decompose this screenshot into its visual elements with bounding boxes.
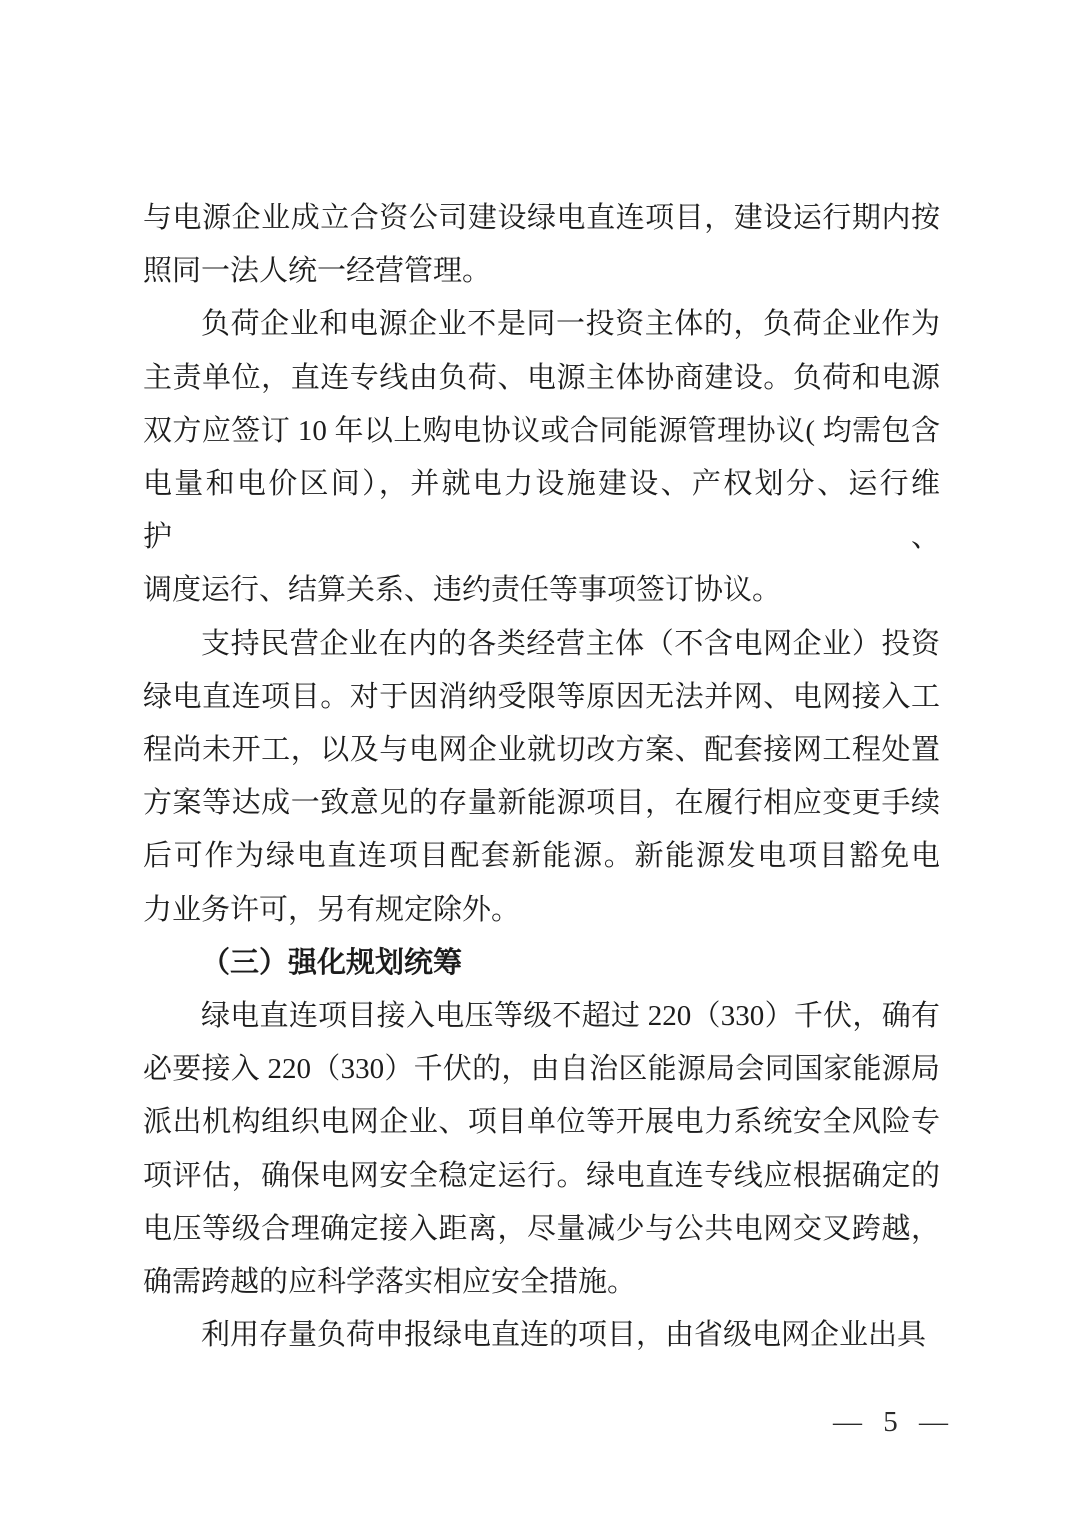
text-line: 绿电直连项目接入电压等级不超过 220（330）千伏，确有 — [201, 1000, 940, 1033]
page-number: — 5 — — [833, 1406, 948, 1438]
text-line: 电压等级合理确定接入距离，尽量减少与公共电网交叉跨越， — [143, 1212, 940, 1245]
text-line: 绿电直连项目。对于因消纳受限等原因无法并网、电网接入工 — [143, 680, 940, 713]
text-line: 确需跨越的应科学落实相应安全措施。 — [143, 1266, 637, 1299]
section-heading: （三）强化规划统筹 — [201, 946, 463, 979]
text-line: 派出机构组织电网企业、项目单位等开展电力系统安全风险专 — [143, 1106, 940, 1139]
text-line: 后可作为绿电直连项目配套新能源。新能源发电项目豁免电 — [143, 840, 940, 873]
text-line: 力业务许可，另有规定除外。 — [143, 893, 521, 926]
text-line: 调度运行、结算关系、违约责任等事项签订协议。 — [143, 574, 782, 607]
text-line: 主责单位，直连专线由负荷、电源主体协商建设。负荷和电源 — [143, 361, 940, 394]
text-line: 方案等达成一致意见的存量新能源项目，在履行相应变更手续 — [143, 787, 940, 820]
text-line: 支持民营企业在内的各类经营主体（不含电网企业）投资 — [201, 627, 940, 660]
text-line: 程尚未开工，以及与电网企业就切改方案、配套接网工程处置 — [143, 734, 940, 767]
text-line: 电量和电价区间），并就电力设施建设、产权划分、运行维护、 — [143, 468, 940, 554]
text-line: 照同一法人统一经营管理。 — [143, 255, 492, 288]
text-line: 与电源企业成立合资公司建设绿电直连项目，建设运行期内按 — [143, 202, 940, 234]
text-line: 利用存量负荷申报绿电直连的项目，由省级电网企业出具 — [201, 1319, 927, 1352]
text-line: 项评估，确保电网安全稳定运行。绿电直连专线应根据确定的 — [143, 1159, 940, 1192]
text-line: 双方应签订 10 年以上购电协议或合同能源管理协议( 均需包含 — [143, 414, 940, 447]
text-line: 必要接入 220（330）千伏的，由自治区能源局会同国家能源局 — [143, 1053, 940, 1086]
text-line: 负荷企业和电源企业不是同一投资主体的，负荷企业作为 — [201, 308, 940, 341]
document-body — [143, 192, 940, 1362]
